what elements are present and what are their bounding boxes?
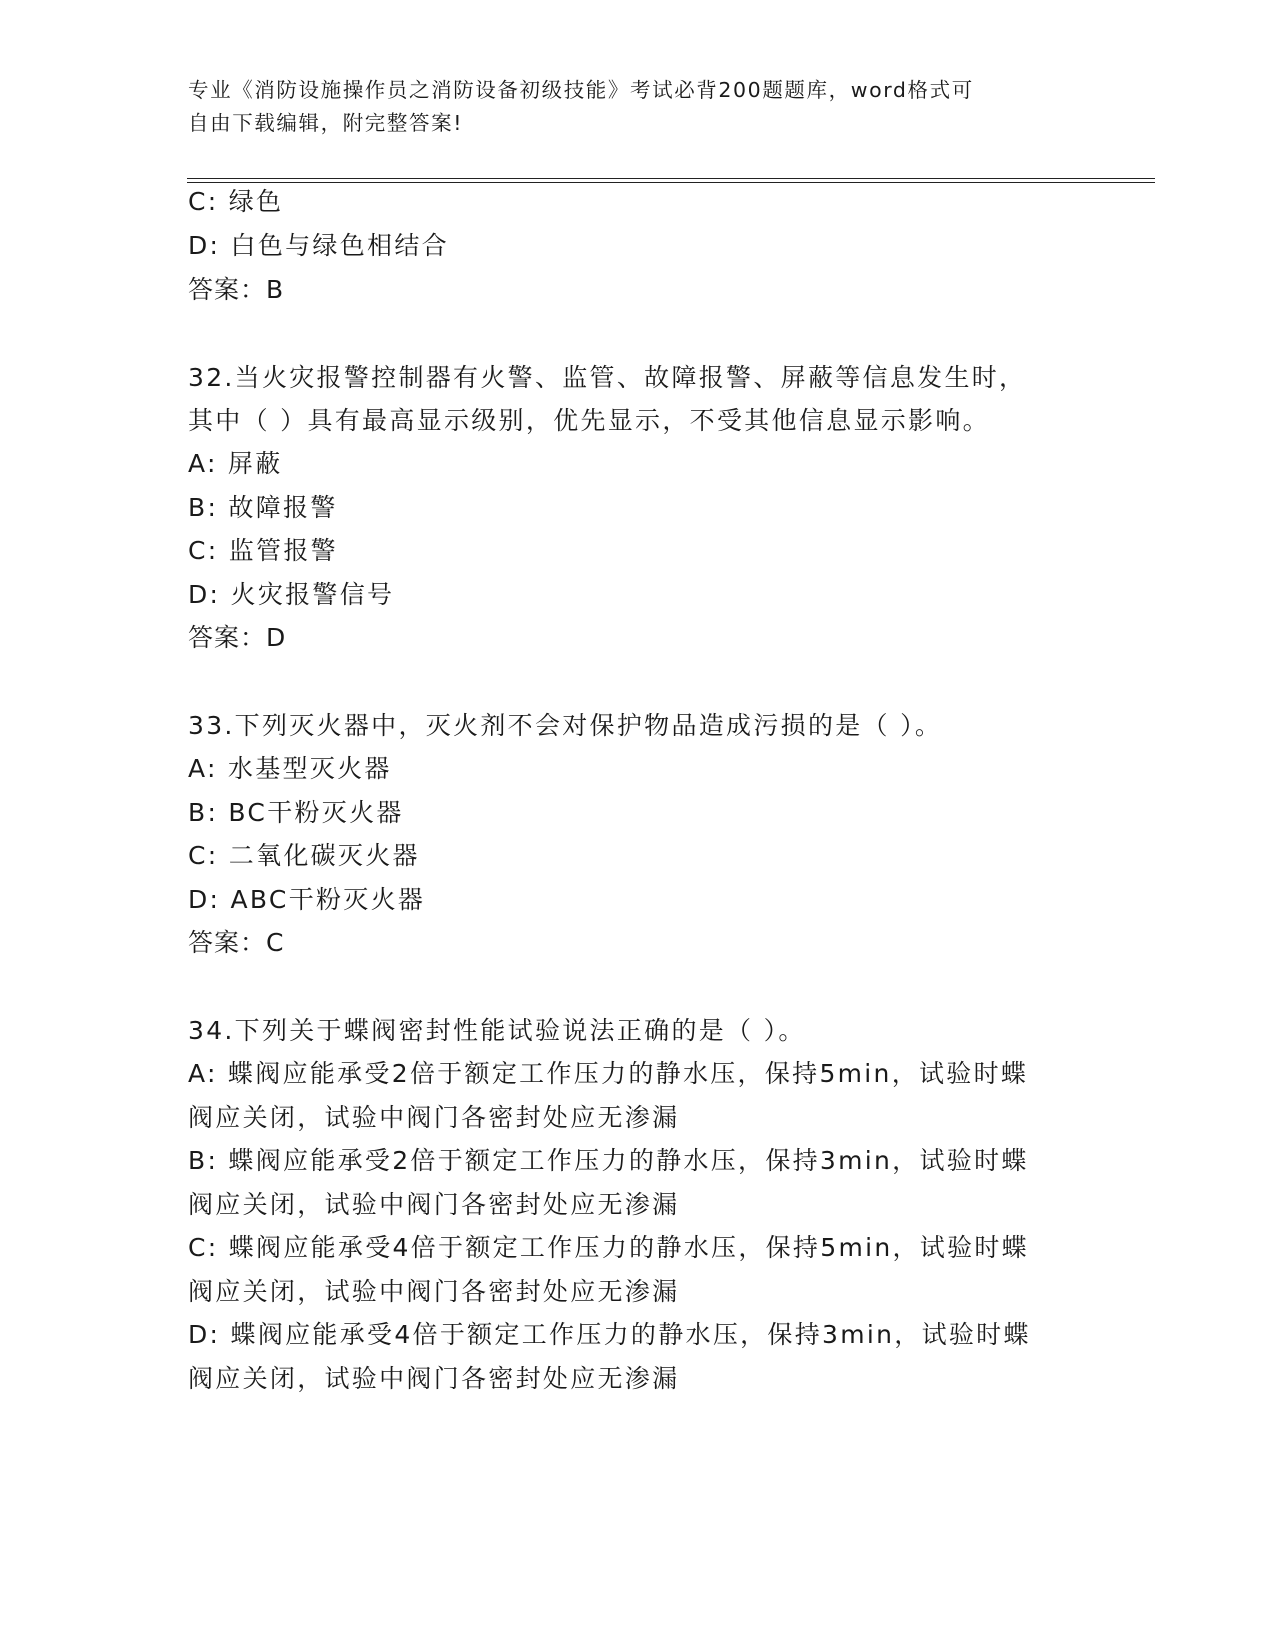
q34-option-c-line-2: 阀应关闭，试验中阀门各密封处应无渗漏 (188, 1277, 680, 1306)
q34-option-b-line-2: 阀应关闭，试验中阀门各密封处应无渗漏 (188, 1190, 680, 1219)
q33-option-c: C: 二氧化碳灭火器 (188, 841, 420, 870)
q33-option-d: D: ABC干粉灭火器 (188, 885, 426, 914)
q32-stem-line-2: 其中（ ）具有最高显示级别，优先显示，不受其他信息显示影响。 (188, 406, 990, 435)
q32-answer: 答案：D (188, 623, 287, 652)
q31-option-c: C: 绿色 (188, 187, 284, 216)
q32-option-a: A: 屏蔽 (188, 449, 283, 478)
document-header (188, 74, 1068, 140)
q31-answer: 答案：B (188, 275, 285, 304)
q33-answer: 答案：C (188, 928, 285, 957)
q31-option-d: D: 白色与绿色相结合 (188, 231, 449, 260)
header-line-1: 专业《消防设施操作员之消防设备初级技能》考试必背200题题库，word格式可 (188, 78, 974, 102)
q34-option-d-line-2: 阀应关闭，试验中阀门各密封处应无渗漏 (188, 1364, 680, 1393)
q32-option-d: D: 火灾报警信号 (188, 580, 395, 609)
q34-option-d-line-1: D: 蝶阀应能承受4倍于额定工作压力的静水压，保持3min，试验时蝶 (188, 1320, 1031, 1349)
header-divider (187, 178, 1155, 183)
header-line-2: 自由下载编辑，附完整答案! (188, 111, 464, 135)
q34-option-c-line-1: C: 蝶阀应能承受4倍于额定工作压力的静水压，保持5min，试验时蝶 (188, 1233, 1029, 1262)
q32-option-b: B: 故障报警 (188, 493, 338, 522)
q33-option-a: A: 水基型灭火器 (188, 754, 392, 783)
q34-option-a-line-1: A: 蝶阀应能承受2倍于额定工作压力的静水压，保持5min，试验时蝶 (188, 1059, 1029, 1088)
q33-option-b: B: BC干粉灭火器 (188, 798, 404, 827)
q32-option-c: C: 监管报警 (188, 536, 338, 565)
q34-option-a-line-2: 阀应关闭，试验中阀门各密封处应无渗漏 (188, 1103, 680, 1132)
q34-stem: 34.下列关于蝶阀密封性能试验说法正确的是（ ）。 (188, 1016, 806, 1045)
q32-stem-line-1: 32.当火灾报警控制器有火警、监管、故障报警、屏蔽等信息发生时， (188, 363, 1027, 392)
q33-stem: 33.下列灭火器中，灭火剂不会对保护物品造成污损的是（ ）。 (188, 711, 943, 740)
q34-option-b-line-1: B: 蝶阀应能承受2倍于额定工作压力的静水压，保持3min，试验时蝶 (188, 1146, 1029, 1175)
